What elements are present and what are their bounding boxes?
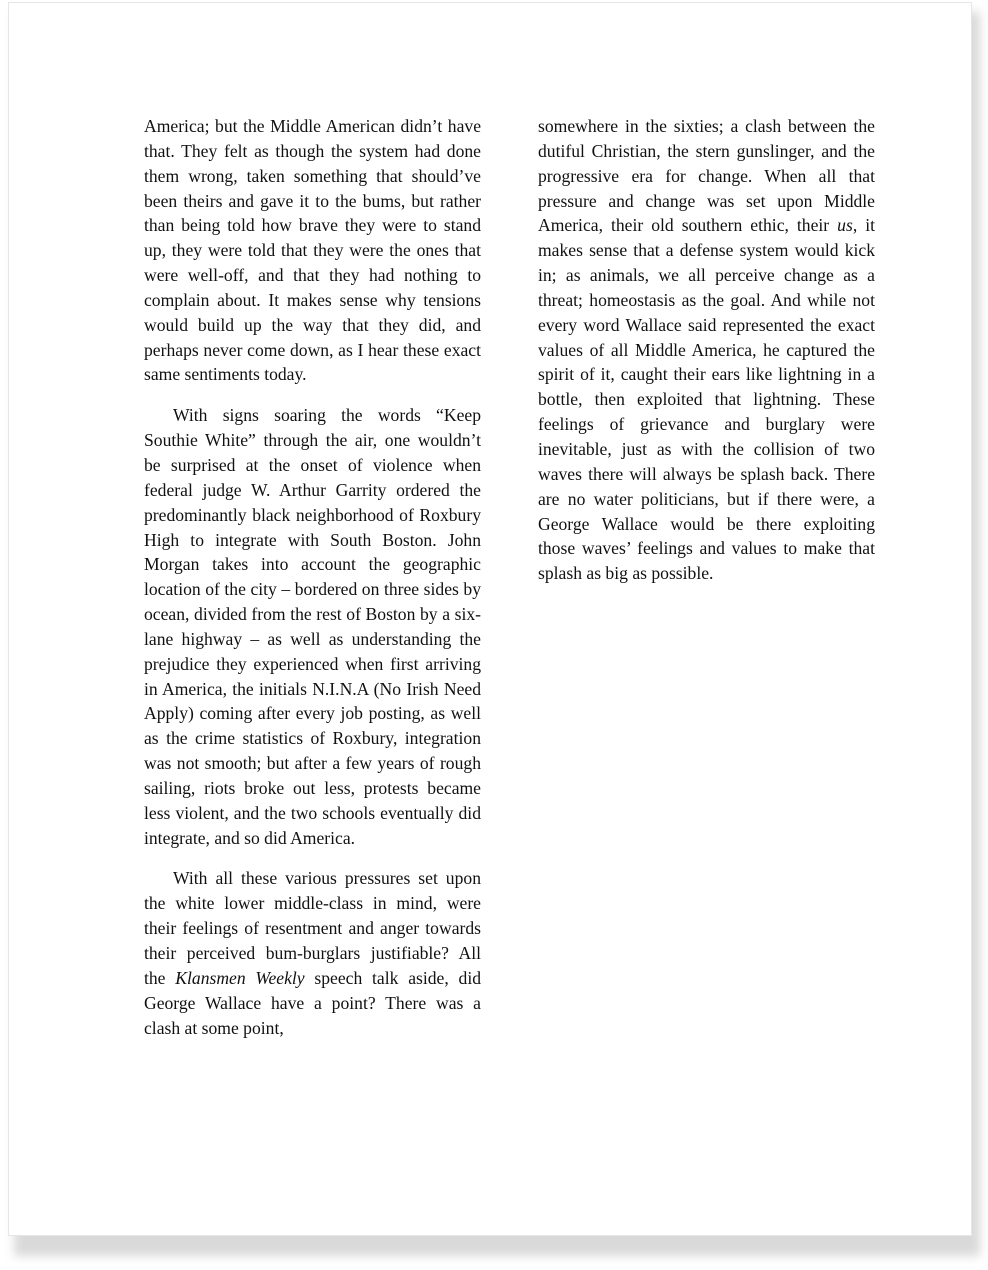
paragraph-4-italic-word: us xyxy=(837,215,853,236)
paragraph-3 xyxy=(144,866,481,1040)
paragraph-1: America; but the Middle American didn’t have that. They felt as though the system had done them wrong, taken something that should’ve been theirs and gave it to the bums, but rather than being told how brave they were to stand up, they were told that they were the ones that were well-off, and that they had nothing to complain about. It makes sense why tensions would build up the way that they did, and perhaps never come down, as I hear these exact same sentiments today. xyxy=(144,116,481,385)
paragraph-3-italic-title: Klansmen Weekly xyxy=(175,967,305,988)
right-column xyxy=(538,114,875,586)
document-page xyxy=(8,2,972,1236)
paragraph-4-text-end: , it makes sense that a defense system would kick in; as animals, we all perceive change as a threat; homeostasis as the goal. And while not every word Wallace said represented the exact values of all Middle America, he captured the spirit of it, caught their ears like lightning in a bottle, then exploited that lightning. These feelings of grievance and burglary were inevitable, just as with the collision of two waves there will always be splash back. There are no water politicians, but if there were, a George Wallace would be there exploiting those waves’ feelings and values to make that splash as big as possible. xyxy=(538,215,875,584)
left-column xyxy=(144,114,481,1040)
paragraph-4 xyxy=(538,114,875,586)
paragraph-2: With signs soaring the words “Keep Southie White” through the air, one wouldn’t be surprised at the onset of violence when federal judge W. Arthur Garrity ordered the predominantly black neighborhood of Roxbury High to integrate with South Boston. John Morgan takes into account the geographic location of the city – bordered on three sides by ocean, divided from the rest of Boston by a six-lane highway – as well as understanding the prejudice they experienced when first arriving in America, the initials N.I.N.A (No Irish Need Apply) coming after every job posting, as well as the crime statistics of Roxbury, integration was not smooth; but after a few years of rough sailing, riots broke out less, protests became less violent, and the two schools eventually did integrate, and so did America. xyxy=(144,405,481,848)
paragraph-3-text-end: speech talk aside, did George Wallace have a point? There was a clash at some point, xyxy=(144,967,482,1038)
paragraph-3-text-start: With all these various pressures set upon the white lower middle-class in mind, were their feelings of resentment and anger towards their perceived bum-burglars justifiable? All the xyxy=(144,868,481,988)
paragraph-4-text-start: somewhere in the sixties; a clash between the dutiful Christian, the stern gunslinger, and the progressive era for change. When all that pressure and change was set upon Middle America, their old southern ethic, their xyxy=(538,116,875,236)
